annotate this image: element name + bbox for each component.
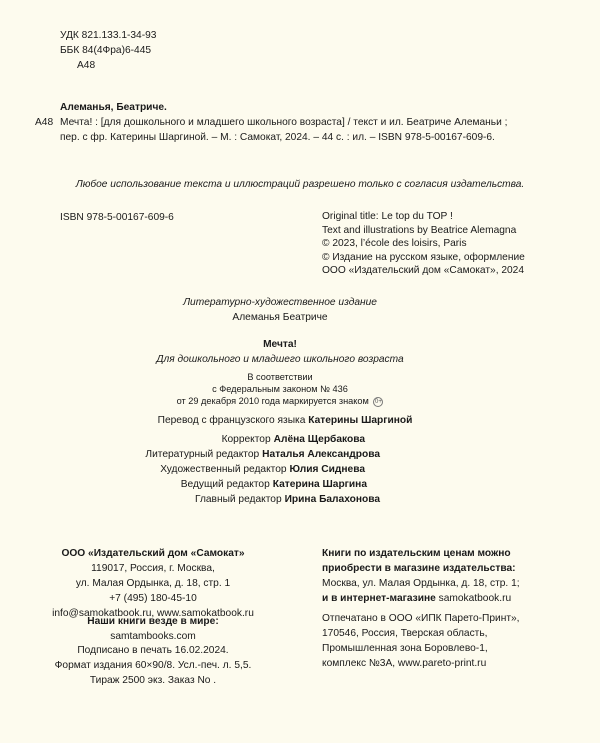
original-title-block — [322, 210, 525, 278]
publisher-address-2: ул. Малая Ордынка, д. 18, стр. 1 — [75, 578, 231, 589]
credit-label: Художественный редактор — [160, 464, 287, 475]
credit-row — [0, 447, 380, 462]
publisher-name: ООО «Издательский дом «Самокат» — [61, 548, 245, 559]
age-rating-mark: 0+ — [375, 398, 382, 405]
credit-row — [0, 492, 380, 507]
edition-audience: Для дошкольного и младшего школьного возраста — [156, 354, 404, 365]
isbn: ISBN 978-5-00167-609-6 — [60, 212, 174, 223]
store-block — [322, 546, 582, 606]
credit-row — [0, 477, 367, 492]
biblio-index-mark: А48 — [35, 117, 54, 128]
edition-format: Формат издания 60×90/8. Усл.-печ. л. 5,5. — [54, 660, 252, 671]
bbk-code: ББК 84(4Фра)6-445 — [60, 45, 152, 56]
credit-label: Литературный редактор — [145, 449, 260, 460]
printer-line-4: комплекс №3А, www.pareto-print.ru — [322, 658, 487, 669]
translation-label: Перевод с французского языка — [157, 415, 306, 426]
edition-author: Алеманья Беатриче — [232, 312, 328, 323]
credit-name: Ирина Балахонова — [284, 494, 380, 505]
print-run: Тираж 2500 экз. Заказ No . — [89, 675, 217, 686]
author-index-mark: А48 — [77, 60, 96, 71]
credit-row — [0, 462, 365, 477]
world-books-site: samtambooks.com — [110, 631, 196, 642]
signed-date: Подписано в печать 16.02.2024. — [77, 645, 229, 656]
translation-line — [0, 413, 570, 428]
udk-code: УДК 821.133.1-34-93 — [60, 30, 157, 41]
publisher-address-1: 119017, Россия, г. Москва, — [91, 563, 215, 574]
credit-label: Ведущий редактор — [180, 479, 270, 490]
original-author: Text and illustrations by Beatrice Alemagna — [322, 224, 517, 236]
printer-line-2: 170546, Россия, Тверская область, — [322, 628, 488, 639]
publisher-phone: +7 (495) 180-45-10 — [109, 593, 197, 604]
translator-name: Катерины Шаргиной — [308, 415, 413, 426]
copyright-fr: © 2023, l’école des loisirs, Paris — [322, 238, 467, 249]
law-line-3 — [0, 395, 560, 407]
law-notice — [0, 371, 560, 407]
original-title: Original title: Le top du TOP ! — [322, 211, 453, 222]
udk-block — [60, 28, 156, 58]
printer-line-3: Промышленная зона Боровлево-1, — [322, 643, 488, 654]
edition-title: Мечта! — [263, 339, 297, 350]
copyright-ru: © Издание на русском языке, оформление — [322, 251, 525, 263]
bibliographic-record — [60, 100, 507, 145]
world-books-label: Наши книги везде в мире: — [87, 616, 219, 627]
biblio-author: Алеманья, Беатриче. — [60, 102, 167, 113]
store-line-4 — [322, 591, 582, 606]
printer-block — [322, 611, 582, 671]
credit-name: Алёна Щербакова — [273, 434, 365, 445]
legal-notice: Любое использование текста и иллюстраций разрешено только с согласия издательства. — [75, 179, 525, 190]
store-line-2: приобрести в магазине издательства: — [322, 563, 516, 574]
online-store-site: samokatbook.ru — [438, 593, 512, 604]
print-details-block — [0, 643, 306, 688]
credit-label: Главный редактор — [195, 494, 282, 505]
credit-label: Корректор — [221, 434, 271, 445]
online-store-label: и в интернет-магазине — [322, 593, 436, 604]
law-line-1: В соответствии — [247, 372, 313, 382]
world-books-block — [0, 614, 306, 644]
publisher-contacts: info@samokatbook.ru, www.samokatbook.ru — [52, 608, 254, 619]
credit-name: Наталья Александрова — [262, 449, 380, 460]
publisher-block — [0, 546, 306, 621]
credit-name: Юлия Сиднева — [289, 464, 365, 475]
printer-line-1: Отпечатано в ООО «ИПК Парето-Принт», — [322, 613, 520, 624]
law-line-2: с Федеральным законом № 436 — [212, 384, 348, 394]
copyright-ru-2: ООО «Издательский дом «Самокат», 2024 — [322, 265, 525, 276]
law-line-3-text: от 29 декабря 2010 года маркируется знаком — [176, 396, 369, 406]
biblio-line-3: пер. с фр. Катерины Шаргиной. – М. : Самокат, 2024. – 44 с. : ил. – ISBN 978-5-00167-609-6. — [60, 132, 495, 143]
credit-row — [0, 432, 365, 447]
biblio-line-2: Мечта! : [для дошкольного и младшего школьного возраста] / текст и ил. Беатриче Алеманьи ; — [60, 117, 508, 128]
edition-type: Литературно-художественное издание — [183, 297, 377, 308]
store-line-3: Москва, ул. Малая Ордынка, д. 18, стр. 1; — [322, 578, 520, 589]
store-line-1: Книги по издательским ценам можно — [322, 548, 511, 559]
credit-name: Катерина Шаргина — [272, 479, 367, 490]
